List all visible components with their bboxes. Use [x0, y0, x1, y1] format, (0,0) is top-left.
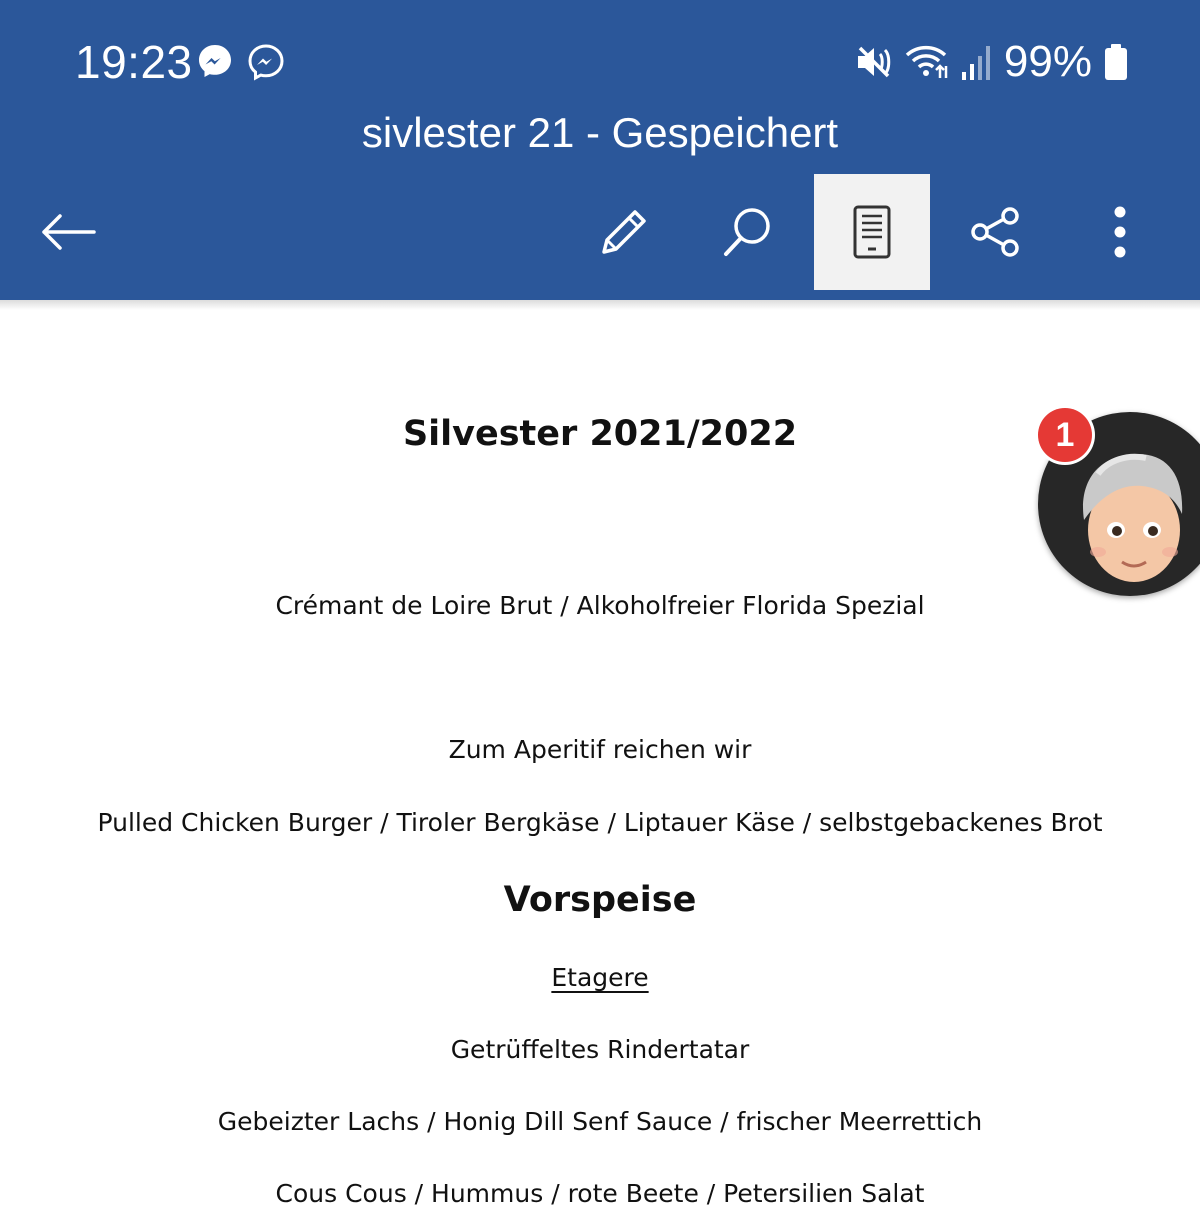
mobile-view-icon	[852, 204, 892, 260]
search-icon	[718, 202, 778, 262]
wifi-icon	[904, 42, 950, 82]
edit-button[interactable]	[566, 174, 682, 290]
mobile-view-button[interactable]	[814, 174, 930, 290]
battery-percentage: 99%	[1003, 37, 1092, 86]
back-arrow-icon	[38, 210, 98, 254]
app-bar	[0, 0, 1200, 300]
share-icon	[966, 202, 1026, 262]
starter-subheading: Etagere	[551, 963, 649, 992]
aperitif-items: Pulled Chicken Burger / Tiroler Bergkäse / Liptauer Käse / selbstgebackenes Brot	[97, 808, 1103, 837]
edit-pencil-icon	[594, 202, 654, 262]
more-options-button[interactable]	[1062, 174, 1178, 290]
battery-icon	[1102, 42, 1130, 82]
app-bar-shadow	[0, 300, 1200, 310]
starter-item: Getrüffeltes Rindertatar	[450, 1035, 750, 1064]
status-time: 19:23	[75, 36, 193, 88]
starter-heading: Vorspeise	[503, 880, 697, 920]
signal-icon	[960, 42, 994, 82]
messenger-outline-icon	[246, 42, 286, 82]
starter-item: Gebeizter Lachs / Honig Dill Senf Sauce / frischer Meerrettich	[217, 1107, 983, 1136]
drinks-line: Crémant de Loire Brut / Alkoholfreier Florida Spezial	[275, 591, 925, 620]
aperitif-intro: Zum Aperitif reichen wir	[448, 735, 752, 764]
document-title: sivlester 21 - Gespeichert	[361, 109, 839, 156]
back-button[interactable]	[10, 174, 126, 290]
menu-title: Silvester 2021/2022	[402, 414, 798, 454]
share-button[interactable]	[938, 174, 1054, 290]
status-system-icons	[854, 36, 1130, 88]
messenger-icon	[196, 42, 234, 80]
mute-icon	[854, 42, 894, 82]
more-options-icon	[1110, 204, 1130, 260]
status-notification-icons	[196, 42, 286, 82]
document-body[interactable]	[0, 310, 1200, 1208]
notification-badge: 1	[1038, 408, 1092, 462]
starter-item: Cous Cous / Hummus / rote Beete / Petersilien Salat	[275, 1179, 925, 1208]
search-button[interactable]	[690, 174, 806, 290]
